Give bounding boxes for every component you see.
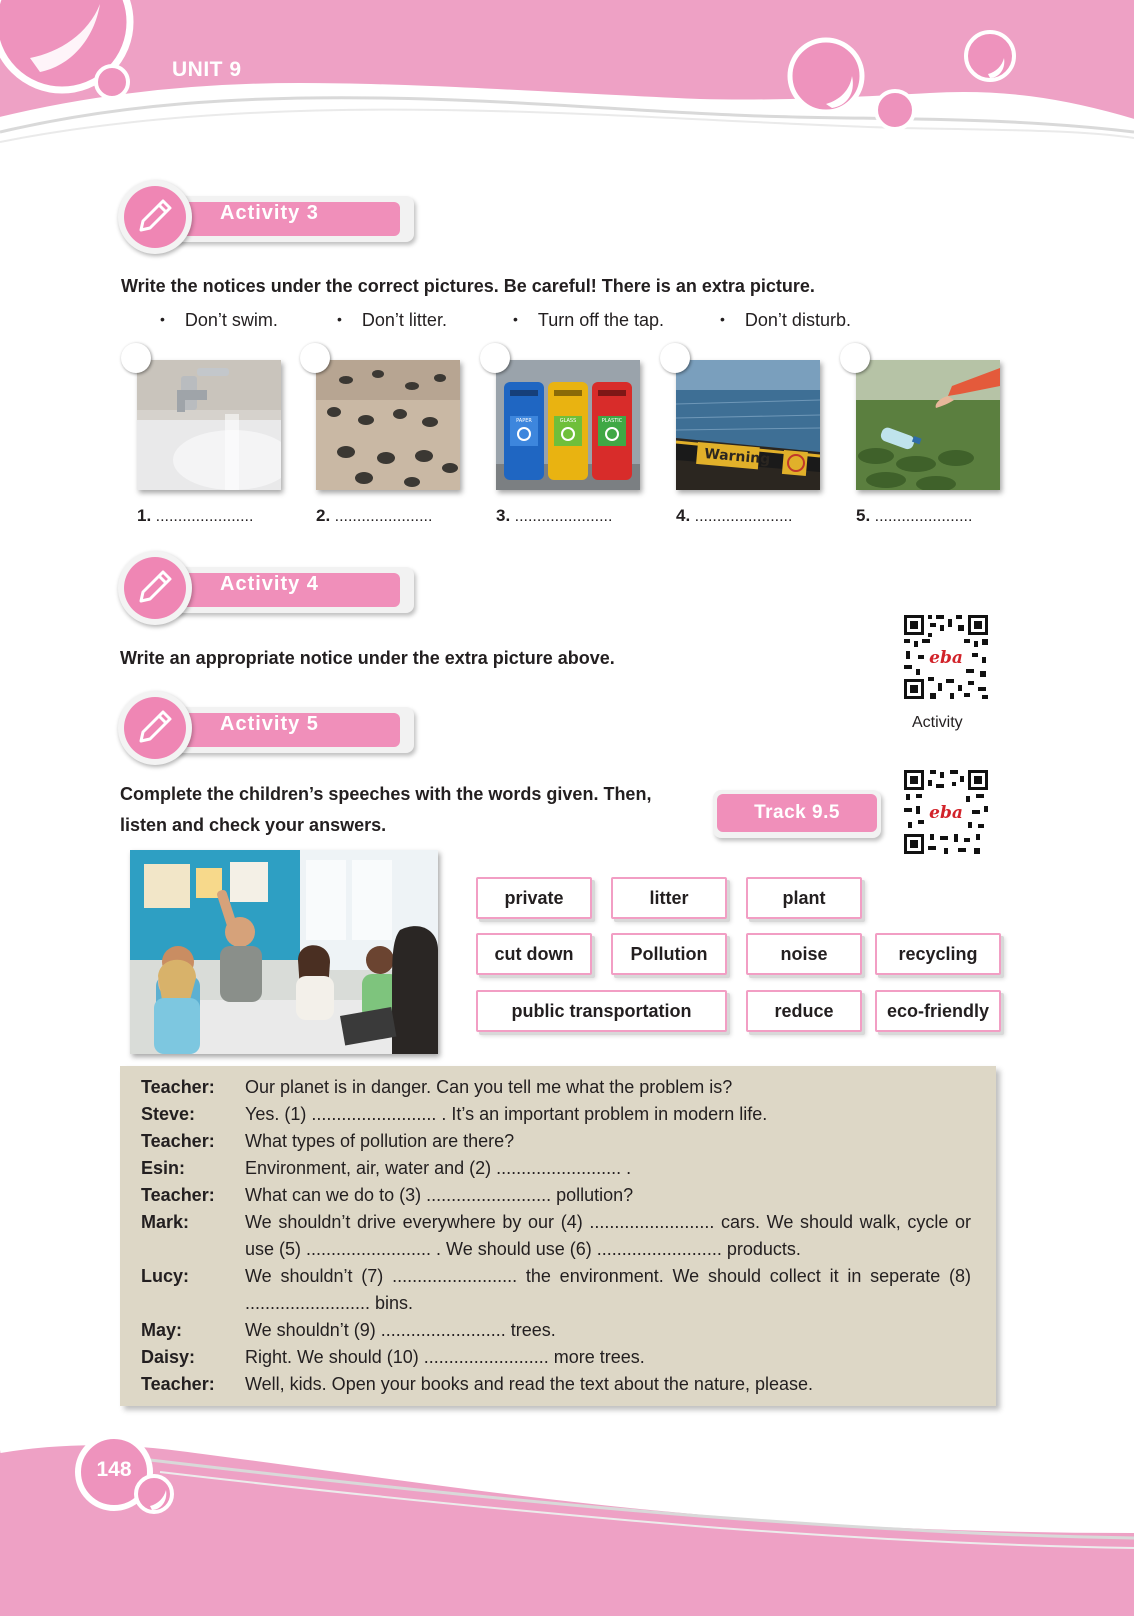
dialogue-line [141,1317,971,1344]
word-card[interactable]: private [476,877,592,919]
activity-5-instruction-line-2: listen and check your answers. [120,815,387,835]
answer-blank-4[interactable]: 4. ...................... [676,506,793,525]
speaker: Lucy: [141,1266,190,1286]
pencil-icon [133,194,177,238]
dialogue-box [120,1066,996,1406]
activity-5-header [118,691,418,771]
dialogue-line [141,1155,971,1182]
answer-blank-1[interactable]: 1. ...................... [137,506,254,525]
answer-blank-5[interactable]: 5. ...................... [856,506,973,525]
speaker: Mark: [141,1212,190,1232]
svg-text:eba: eba [929,648,963,668]
speech: Well, kids. Open your books and read the text about the nature, please. [245,1374,814,1394]
speaker: Steve: [141,1104,196,1124]
speaker: Daisy: [141,1347,196,1367]
qr-code-track[interactable] [902,768,990,856]
word-card[interactable]: litter [611,877,727,919]
activity-4-header [118,551,418,631]
answer-blank-3[interactable]: 3. ...................... [496,506,613,525]
speech: Yes. (1) ......................... . It’s an important problem in modern life. [245,1104,768,1124]
notice-3: • Turn off the tap. [513,310,664,330]
word-card[interactable]: noise [746,933,862,975]
svg-text:PAPER: PAPER [516,418,532,424]
activity-3-instruction: Write the notices under the correct pictures. Be careful! There is an extra picture. [121,276,815,296]
dialogue-line [141,1182,971,1209]
word-card[interactable]: recycling [875,933,1001,975]
word-card[interactable]: eco-friendly [875,990,1001,1032]
page-number: 148 [96,1458,132,1481]
word-card[interactable]: cut down [476,933,592,975]
speech: Our planet is in danger. Can you tell me what the problem is? [245,1077,733,1097]
picture-4-marker [660,343,690,373]
dialogue-line [141,1128,971,1155]
dialogue-line [141,1101,971,1128]
speaker: Teacher: [141,1077,215,1097]
dialogue-line [141,1074,971,1101]
activity-3-header [118,180,418,260]
svg-text:eba: eba [929,803,963,823]
activity-4-title: Activity 4 [220,573,319,595]
qr-caption: Activity [912,714,963,731]
speech: We shouldn’t (7) ......................... the environment. We should collect it in seperate (8) ......................... bins. [245,1266,971,1313]
dialogue-line [141,1263,971,1317]
picture-1-marker [121,343,151,373]
activity-5-instruction-line-1: Complete the children’s speeches with the words given. Then, [120,784,652,804]
picture-2-marker [300,343,330,373]
speech: Environment, air, water and (2) ......................... . [245,1158,632,1178]
word-card[interactable]: reduce [746,990,862,1032]
dialogue-line [141,1371,971,1398]
track-button[interactable] [713,790,881,838]
picture-5-marker [840,343,870,373]
svg-text:Warning: Warning [703,446,771,468]
speaker: Teacher: [141,1131,215,1151]
speaker: Teacher: [141,1185,215,1205]
answer-blank-2[interactable]: 2. ...................... [316,506,433,525]
svg-text:PLASTIC: PLASTIC [601,418,623,424]
activity-5-title: Activity 5 [220,713,319,735]
activity-4-instruction: Write an appropriate notice under the extra picture above. [120,648,615,668]
pencil-icon [133,565,177,609]
notice-4: • Don’t disturb. [720,310,851,330]
word-card[interactable]: public transportation [476,990,727,1032]
notice-2: • Don’t litter. [337,310,447,330]
activity-3-title: Activity 3 [220,202,319,224]
notice-1: • Don’t swim. [160,310,278,330]
track-label: Track 9.5 [717,794,877,832]
speaker: Esin: [141,1158,186,1178]
qr-code-activity[interactable] [902,613,990,701]
speaker: Teacher: [141,1374,215,1394]
speech: Right. We should (10) ......................... more trees. [245,1347,645,1367]
picture-recycling-bins [496,360,640,490]
dialogue-line [141,1209,971,1263]
speech: We shouldn’t drive everywhere by our (4) ......................... cars. We should walk, cycle or use (5) ......................... . We should use (6) ......................... products. [245,1212,971,1259]
pencil-icon [133,705,177,749]
picture-tap [137,360,281,490]
speech: We shouldn’t (9) ......................... trees. [245,1320,556,1340]
speaker: May: [141,1320,183,1340]
unit-label: UNIT 9 [172,58,242,81]
word-card[interactable]: Pollution [611,933,727,975]
picture-warning-sign [676,360,820,490]
classroom-photo [130,850,438,1054]
footer-band [0,1420,1134,1616]
header-band [0,0,1134,150]
word-card[interactable]: plant [746,877,862,919]
picture-hand-bottle [856,360,1000,490]
svg-text:GLASS: GLASS [559,418,577,424]
dialogue-line [141,1344,971,1371]
speech: What can we do to (3) ......................... pollution? [245,1185,634,1205]
speech: What types of pollution are there? [245,1131,515,1151]
picture-turtles [316,360,460,490]
picture-3-marker [480,343,510,373]
